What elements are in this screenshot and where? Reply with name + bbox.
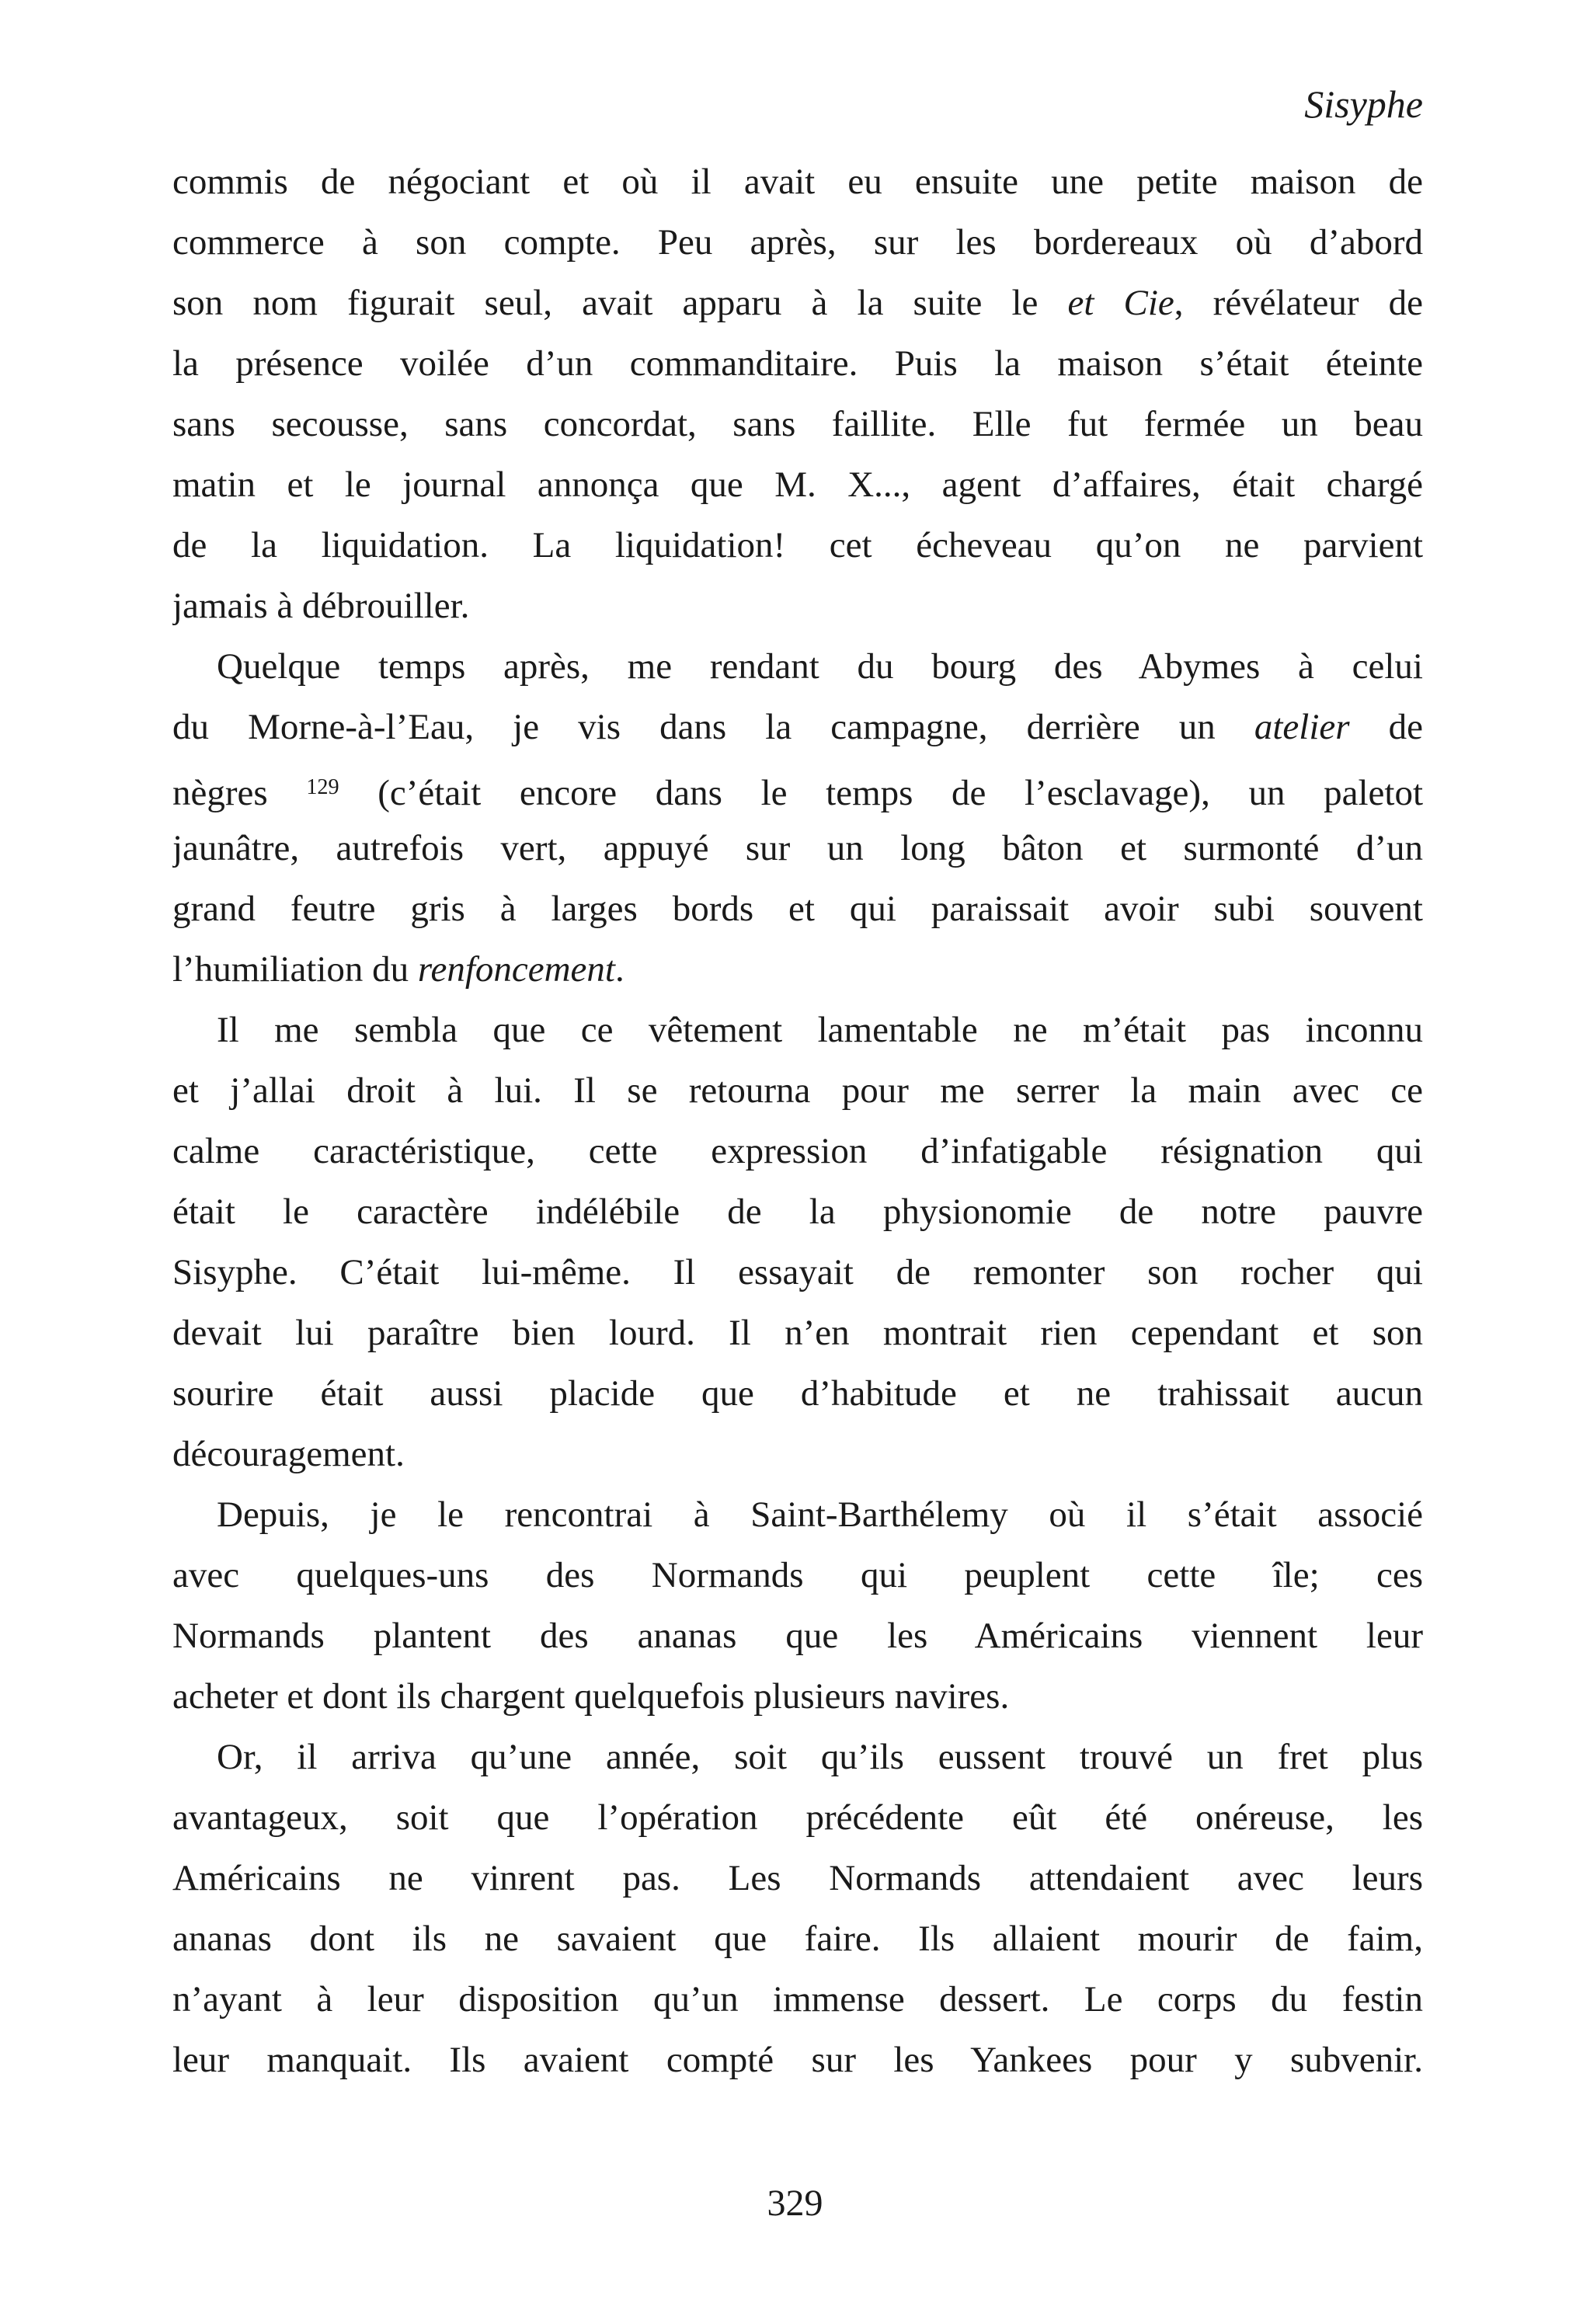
text-line	[172, 757, 1423, 818]
text-run: Sisyphe. C’était lui-même. Il essayait de remonter son rocher qui	[172, 1252, 1423, 1292]
text-line	[172, 1606, 1423, 1666]
text-line	[172, 1908, 1423, 1969]
text-run: nègres	[172, 773, 307, 814]
italic-text-run: renfoncement	[417, 949, 615, 990]
text-line	[172, 818, 1423, 878]
text-run: avec quelques-uns des Normands qui peuplent cette île; ces	[172, 1555, 1423, 1595]
text-line	[172, 1727, 1423, 1787]
text-run: de	[1349, 707, 1423, 747]
text-run: commerce à son compte. Peu après, sur les bordereaux où d’abord	[172, 222, 1423, 263]
text-line	[172, 1787, 1423, 1848]
text-line	[172, 1424, 1423, 1484]
footnote-reference: 129	[306, 775, 339, 799]
text-run: et j’allai droit à lui. Il se retourna pour me serrer la main avec ce	[172, 1070, 1423, 1111]
text-line	[172, 1969, 1423, 2030]
text-line	[172, 394, 1423, 454]
text-block	[172, 151, 1423, 2090]
text-run: l’humiliation du	[172, 949, 418, 990]
text-run: Il me sembla que ce vêtement lamentable ne m’était pas inconnu	[217, 1010, 1423, 1050]
text-run: , révélateur de	[1174, 283, 1423, 323]
text-line	[172, 212, 1423, 273]
text-run: .	[614, 949, 625, 990]
running-header	[172, 81, 1423, 127]
text-line	[172, 1848, 1423, 1908]
text-line	[172, 636, 1423, 697]
italic-text-run: et Cie	[1067, 283, 1174, 323]
text-run: leur manquait. Ils avaient compté sur les Yankees pour y subvenir.	[172, 2040, 1423, 2080]
running-header-title: Sisyphe	[1304, 82, 1423, 126]
text-run: jaunâtre, autrefois vert, appuyé sur un long bâton et surmonté d’un	[172, 828, 1423, 868]
text-line	[172, 273, 1423, 333]
text-line	[172, 2030, 1423, 2090]
text-run: Depuis, je le rencontrai à Saint-Barthélemy où il s’était associé	[217, 1494, 1423, 1535]
text-line	[172, 1000, 1423, 1060]
text-line	[172, 454, 1423, 515]
text-line	[172, 1121, 1423, 1181]
text-run: Normands plantent des ananas que les Américains viennent leur	[172, 1616, 1423, 1656]
text-line	[172, 1545, 1423, 1606]
text-run: devait lui paraître bien lourd. Il n’en montrait rien cependant et son	[172, 1313, 1423, 1353]
text-line	[172, 1181, 1423, 1242]
paragraph	[172, 1727, 1423, 2090]
italic-text-run: atelier	[1254, 707, 1350, 747]
text-run: jamais à débrouiller.	[172, 586, 470, 626]
text-run: ananas dont ils ne savaient que faire. Ils allaient mourir de faim,	[172, 1919, 1423, 1959]
text-run: commis de négociant et où il avait eu ensuite une petite maison de	[172, 162, 1423, 202]
text-run: avantageux, soit que l’opération précédente eût été onéreuse, les	[172, 1797, 1423, 1838]
paragraph	[172, 1000, 1423, 1484]
text-line	[172, 576, 1423, 636]
text-run: acheter et dont ils chargent quelquefois plusieurs navires.	[172, 1676, 1010, 1717]
text-run: Or, il arriva qu’une année, soit qu’ils eussent trouvé un fret plus	[217, 1737, 1423, 1777]
text-line	[172, 151, 1423, 212]
text-run: grand feutre gris à larges bords et qui paraissait avoir subi souvent	[172, 889, 1423, 929]
text-line	[172, 1484, 1423, 1545]
text-line	[172, 1242, 1423, 1303]
text-line	[172, 878, 1423, 939]
text-run: matin et le journal annonça que M. X..., agent d’affaires, était chargé	[172, 464, 1423, 505]
paragraph	[172, 636, 1423, 1000]
text-run: calme caractéristique, cette expression d’infatigable résignation qui	[172, 1131, 1423, 1171]
text-line	[172, 697, 1423, 757]
text-line	[172, 1303, 1423, 1363]
text-run: était le caractère indélébile de la physionomie de notre pauvre	[172, 1192, 1423, 1232]
paragraph	[172, 1484, 1423, 1727]
text-run: Américains ne vinrent pas. Les Normands attendaient avec leurs	[172, 1858, 1423, 1898]
text-run: la présence voilée d’un commanditaire. Puis la maison s’était éteinte	[172, 343, 1423, 384]
text-run: de la liquidation. La liquidation! cet écheveau qu’on ne parvient	[172, 525, 1423, 565]
text-line	[172, 515, 1423, 576]
text-run: Quelque temps après, me rendant du bourg des Abymes à celui	[217, 646, 1423, 687]
text-run: n’ayant à leur disposition qu’un immense dessert. Le corps du festin	[172, 1979, 1423, 2020]
text-run: (c’était encore dans le temps de l’esclavage), un paletot	[339, 773, 1423, 814]
paragraph	[172, 151, 1423, 636]
text-line	[172, 333, 1423, 394]
text-line	[172, 1060, 1423, 1121]
text-run: du Morne-à-l’Eau, je vis dans la campagne, derrière un	[172, 707, 1254, 747]
text-line	[172, 1363, 1423, 1424]
text-run: son nom figurait seul, avait apparu à la suite le	[172, 283, 1068, 323]
page-number: 329	[767, 2183, 823, 2224]
text-run: découragement.	[172, 1434, 405, 1474]
text-run: sourire était aussi placide que d’habitude et ne trahissait aucun	[172, 1373, 1423, 1414]
text-line	[172, 939, 1423, 1000]
text-run: sans secousse, sans concordat, sans faillite. Elle fut fermée un beau	[172, 404, 1423, 444]
text-line	[172, 1666, 1423, 1727]
